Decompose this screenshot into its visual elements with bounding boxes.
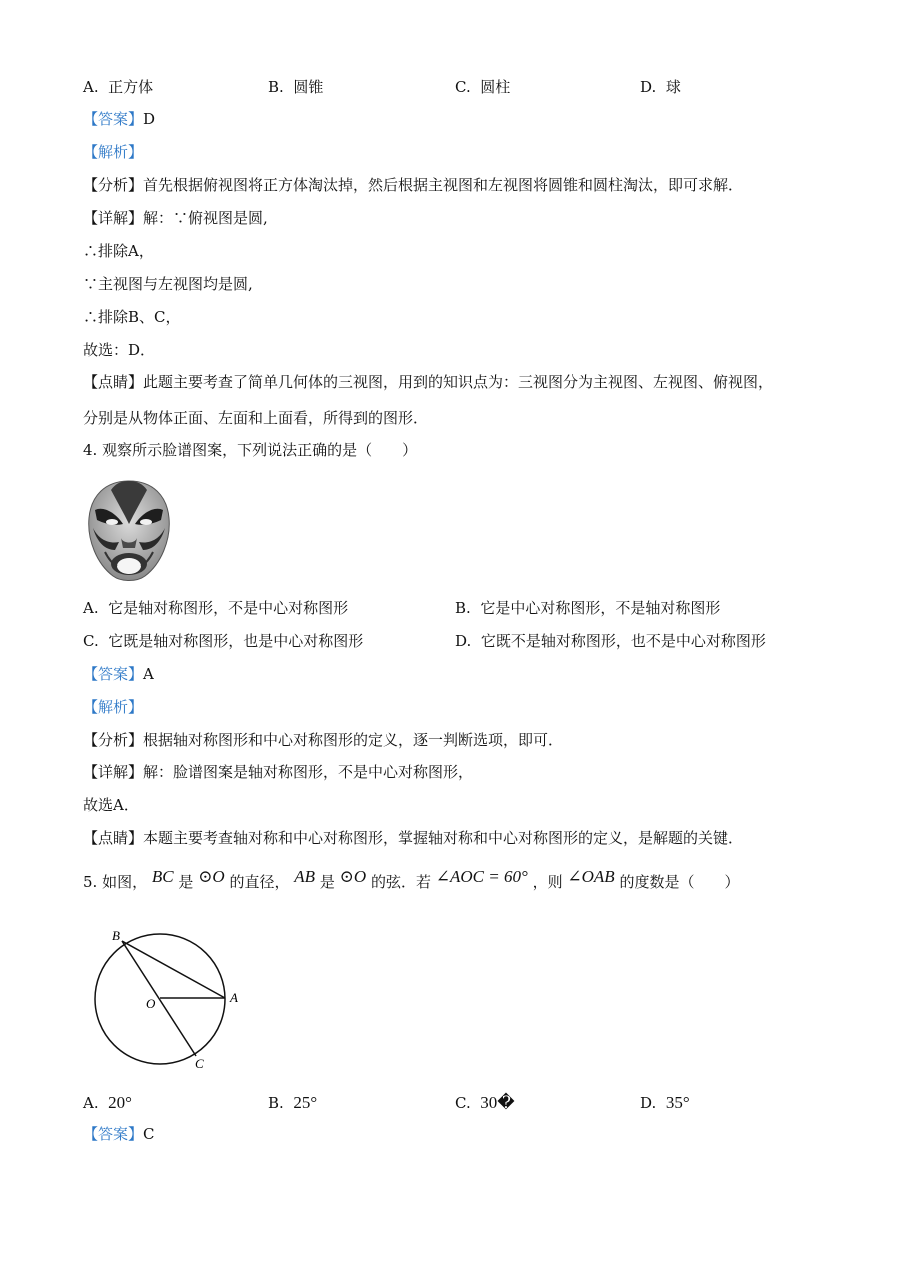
q3-xiangjie: 【详解】解：∵俯视图是圆, (83, 209, 268, 227)
q4-dianjing: 【点睛】本题主要考查轴对称和中心对称图形，掌握轴对称和中心对称图形的定义，是解题的关键． (83, 829, 744, 847)
q4-step-1: 故选A． (83, 796, 139, 814)
q4-fenxi: 【分析】根据轴对称图形和中心对称图形的定义，逐一判断选项，即可． (83, 731, 564, 749)
q5-circle-o2: ⊙O (339, 867, 367, 886)
q3-dianjing-cont: 分别是从物体正面、左面和上面看，所得到的图形． (83, 409, 429, 427)
q3-step-4: 故选：D． (83, 341, 156, 359)
q5-option-a: A. 20° (83, 1093, 132, 1112)
q3-step-3: ∴排除B、C， (83, 308, 181, 326)
q4-option-c: C. 它既是轴对称图形，也是中心对称图形 (83, 632, 364, 650)
q4-analysis-heading: 【解析】 (83, 698, 144, 716)
q3-option-a: A. 正方体 (83, 78, 154, 96)
label-c: C (195, 1056, 204, 1071)
label-o: O (146, 996, 156, 1011)
q4-answer: 【答案】A (83, 665, 154, 683)
q5-circle-o: ⊙O (198, 867, 225, 886)
q3-dianjing: 【点睛】此题主要考查了简单几何体的三视图，用到的知识点为：三视图分为主视图、左视图、俯视图， (83, 373, 774, 391)
q3-answer: 【答案】D (83, 110, 156, 128)
label-a: A (230, 990, 238, 1005)
q5-angle-aoc: ∠AOC = 60° (435, 867, 528, 886)
label-b: B (112, 928, 120, 943)
q4-option-b: B. 它是中心对称图形，不是轴对称图形 (455, 599, 721, 617)
q5-ab: AB (294, 867, 316, 886)
q5-answer: 【答案】C (83, 1125, 155, 1143)
q4-stem: 4. 观察所示脸谱图案，下列说法正确的是（ ） (83, 441, 418, 459)
chord-ab (122, 941, 225, 998)
q3-option-c: C. 圆柱 (455, 78, 511, 96)
q5-option-b: B. 25° (268, 1093, 318, 1112)
q4-option-a: A. 它是轴对称图形，不是中心对称图形 (83, 599, 349, 617)
q3-option-b: B. 圆锥 (268, 78, 324, 96)
q4-option-d: D. 它既不是轴对称图形，也不是中心对称图形 (455, 632, 766, 650)
q3-analysis-heading: 【解析】 (83, 143, 144, 161)
q5-stem: 5. 如图， BC 是 ⊙O 的直径， AB 是 ⊙O 的弦．若 ∠AOC = 60° ，则 ∠OAB 的度数是（ ） (83, 867, 740, 891)
q3-step-2: ∵主视图与左视图均是圆, (83, 275, 253, 293)
q5-bc: BC (151, 867, 174, 886)
q5-angle-oab: ∠OAB (567, 867, 615, 886)
q4-xiangjie: 【详解】解：脸谱图案是轴对称图形，不是中心对称图形， (83, 763, 474, 781)
q5-option-d: D. 35° (640, 1093, 690, 1112)
q3-step-1: ∴排除A， (83, 242, 154, 260)
q3-fenxi: 【分析】首先根据俯视图将正方体淘汰掉，然后根据主视图和左视图将圆锥和圆柱淘汰，即可求解． (83, 176, 744, 194)
q5-option-c: C. 30� (455, 1093, 515, 1112)
circle-diagram (85, 925, 250, 1075)
opera-mask-image (85, 478, 173, 586)
q3-option-d: D. 球 (640, 78, 681, 96)
